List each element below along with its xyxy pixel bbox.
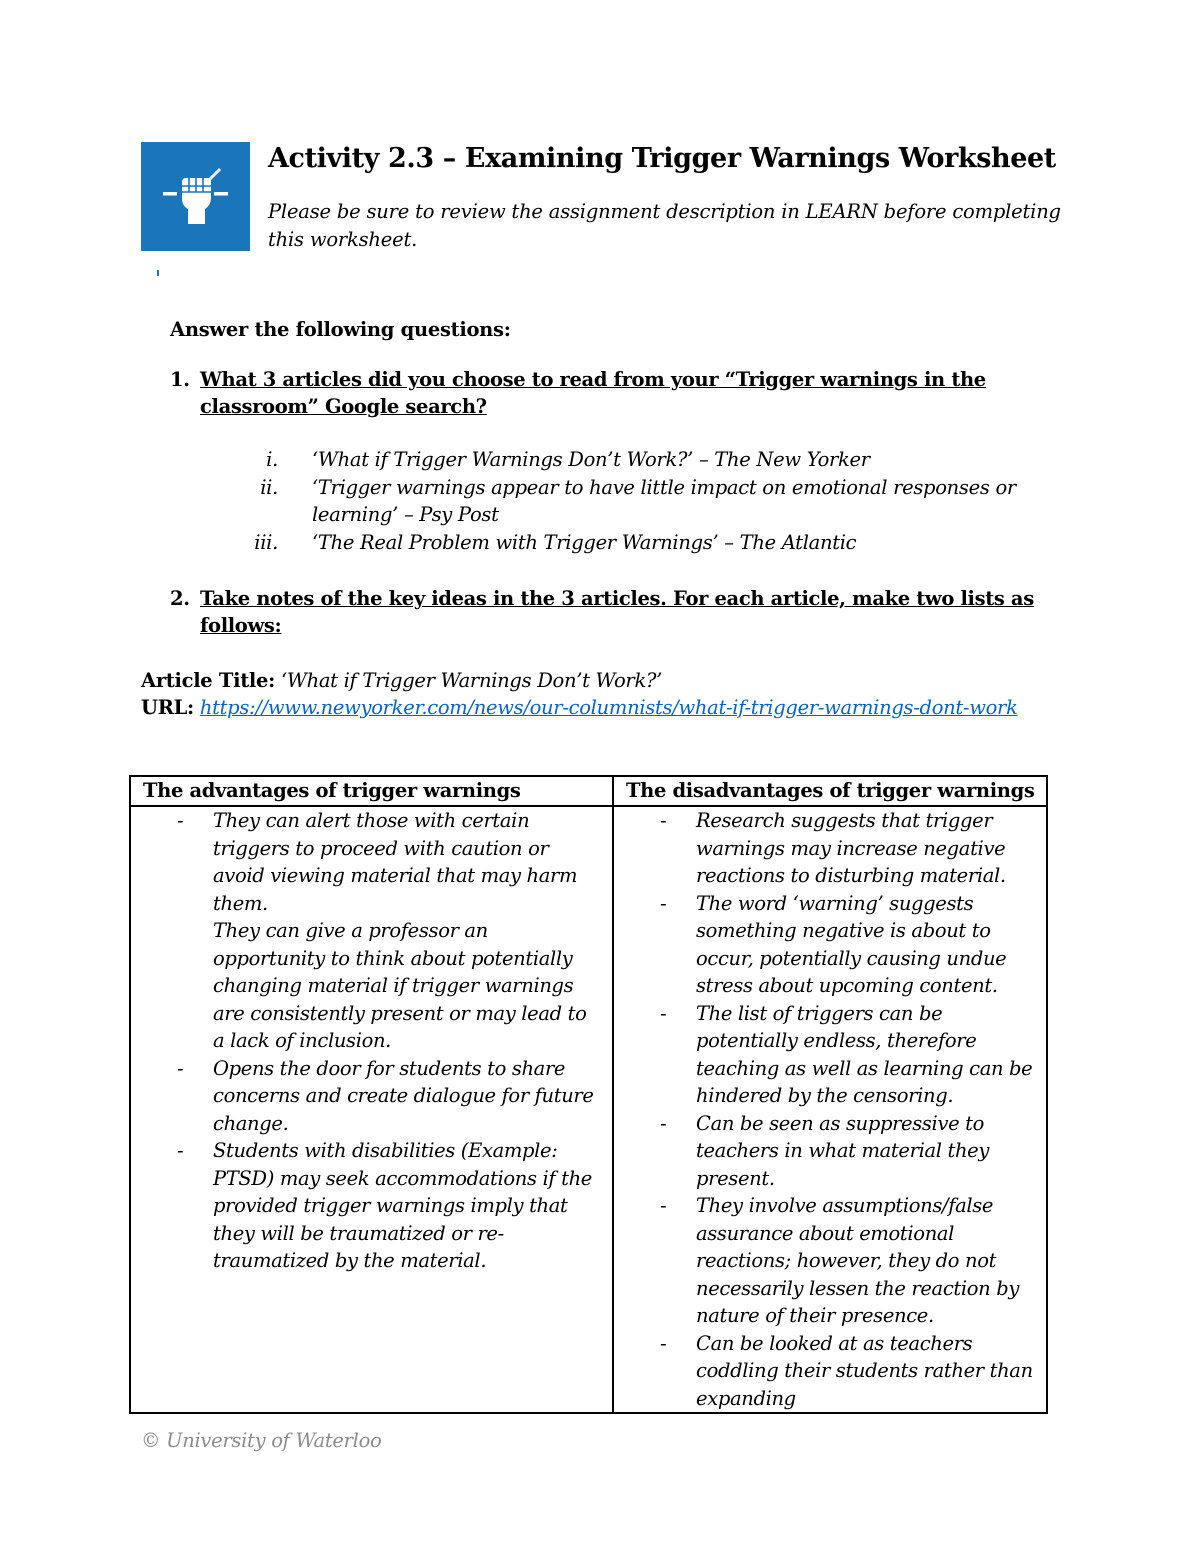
disadvantages-cell xyxy=(613,806,1047,1413)
bullet-dash: - xyxy=(660,891,667,915)
page-subtitle: Please be sure to review the assignment description in LEARN before completing this worksheet. xyxy=(268,200,1061,251)
question-2 xyxy=(170,585,1050,639)
list-item xyxy=(614,1330,1046,1413)
list-item-text: They can give a professor an opportunity to think about potentially changing material if trigger warnings are consistently present or may lead to a lack of inclusion. xyxy=(213,919,587,1052)
article-list xyxy=(240,446,1060,557)
list-item xyxy=(614,1110,1046,1193)
notes-table xyxy=(129,775,1048,1414)
list-item-text: Students with disabilities (Example: PTSD) may seek accommodations if the provided trigger warnings imply that they will be traumatized or re-traumatized by the material. xyxy=(213,1139,592,1272)
question-1-text: What 3 articles did you choose to read from your “Trigger warnings in the classroom” Google search? xyxy=(200,368,986,418)
bullet-dash: - xyxy=(660,1001,667,1025)
disadvantages-list xyxy=(614,807,1046,1412)
question-2-number: 2. xyxy=(170,587,190,610)
article-numeral: ii. xyxy=(260,476,278,499)
question-1-number: 1. xyxy=(170,368,190,391)
list-item xyxy=(131,917,612,1055)
list-item-text: They involve assumptions/false assurance about emotional reactions; however, they do not necessarily lessen the reaction by nature of their presence. xyxy=(696,1194,1020,1327)
article-title-value: ‘What if Trigger Warnings Don’t Work?’ xyxy=(280,669,663,692)
advantages-cell xyxy=(130,806,613,1413)
table-row xyxy=(130,806,1047,1413)
question-1 xyxy=(170,366,1020,420)
article-item xyxy=(240,474,1060,528)
article-numeral: i. xyxy=(266,448,278,471)
list-item xyxy=(614,807,1046,890)
list-item xyxy=(131,1137,612,1275)
article-url-link[interactable]: https://www.newyorker.com/news/our-columnists/what-if-trigger-warnings-dont-work xyxy=(199,696,1018,719)
article-numeral: iii. xyxy=(254,531,278,554)
bullet-dash: - xyxy=(660,1331,667,1355)
article-text: ‘Trigger warnings appear to have little impact on emotional responses or learning’ – Psy Post xyxy=(312,476,1016,526)
list-item xyxy=(614,1192,1046,1330)
article-title-label: Article Title: xyxy=(141,669,276,692)
bullet-dash: - xyxy=(660,1194,667,1217)
bullet-dash: - xyxy=(177,1056,184,1080)
list-item-text: Research suggests that trigger warnings may increase negative reactions to disturbing material. xyxy=(696,809,1006,887)
list-item xyxy=(131,807,612,917)
article-url-label: URL: xyxy=(141,696,194,719)
list-item-text: Can be seen as suppressive to teachers in what material they present. xyxy=(696,1111,990,1190)
list-item-text: Can be looked at as teachers coddling their students rather than expanding xyxy=(696,1331,1033,1410)
bullet-dash: - xyxy=(660,809,667,832)
list-item xyxy=(131,1055,612,1138)
list-item-text: The list of triggers can be potentially endless, therefore teaching as well as learning can be hindered by the censoring. xyxy=(696,1001,1033,1107)
bullet-dash: - xyxy=(177,809,184,832)
disadvantages-header: The disadvantages of trigger warnings xyxy=(613,776,1047,806)
article-text: ‘What if Trigger Warnings Don’t Work?’ – The New Yorker xyxy=(312,448,870,471)
article-title-line xyxy=(141,667,662,694)
page-title: Activity 2.3 – Examining Trigger Warnings Worksheet xyxy=(268,143,1056,174)
list-item-text: They can alert those with certain triggers to proceed with caution or avoid viewing material that may harm them. xyxy=(213,809,578,915)
article-url-line xyxy=(141,694,1041,721)
footer-copyright: © University of Waterloo xyxy=(141,1429,382,1452)
advantages-list xyxy=(131,807,612,1275)
article-item xyxy=(240,446,1060,473)
bullet-dash: - xyxy=(660,1111,667,1135)
list-item-text: The word ‘warning’ suggests something negative is about to occur, potentially causing undue stress about upcoming content. xyxy=(696,891,1007,997)
raised-fist-logo-icon xyxy=(141,142,250,251)
list-item-text: Opens the door for students to share concerns and create dialogue for future change. xyxy=(213,1056,594,1135)
bullet-dash: - xyxy=(177,1139,184,1162)
list-item xyxy=(614,890,1046,1000)
question-2-text: Take notes of the key ideas in the 3 articles. For each article, make two lists as follows: xyxy=(200,587,1034,637)
advantages-header: The advantages of trigger warnings xyxy=(130,776,613,806)
list-item xyxy=(614,1000,1046,1110)
instructions-heading: Answer the following questions: xyxy=(170,318,511,341)
table-header-row xyxy=(130,776,1047,806)
article-text: ‘The Real Problem with Trigger Warnings’ – The Atlantic xyxy=(312,531,857,554)
decorative-mark xyxy=(157,270,159,276)
article-item xyxy=(240,529,1060,556)
